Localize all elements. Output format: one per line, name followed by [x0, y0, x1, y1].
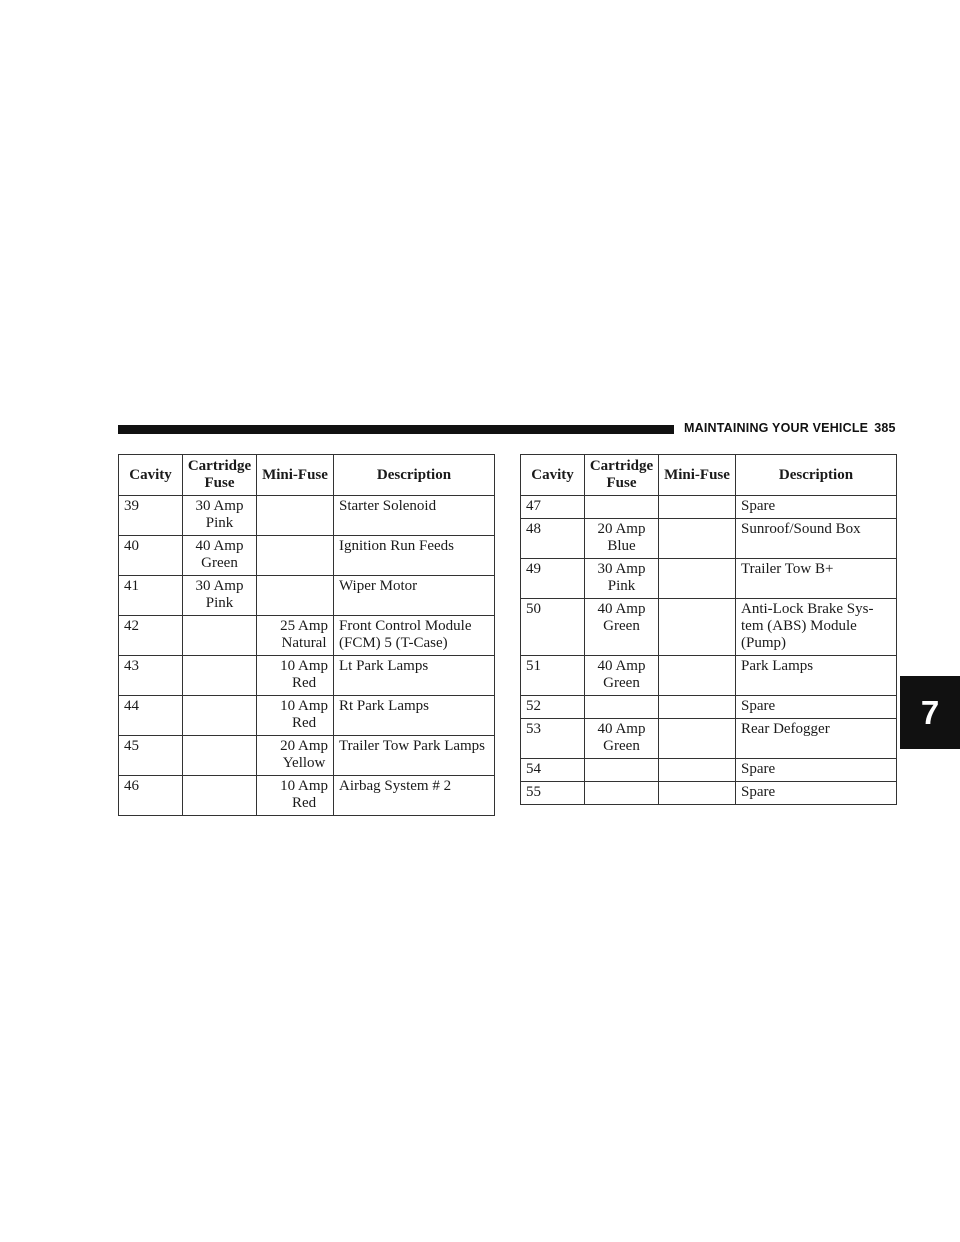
mini-fuse-cell — [659, 656, 736, 696]
table-row — [119, 576, 495, 616]
cartridge-fuse-line: Green — [603, 738, 640, 754]
cartridge-fuse-line: Green — [603, 675, 640, 691]
cartridge-fuse-cell — [183, 776, 257, 816]
mini-fuse-cell — [257, 616, 334, 656]
table-row — [521, 496, 897, 519]
cavity-cell: 55 — [521, 782, 585, 805]
col-header-description: Description — [334, 455, 495, 496]
mini-fuse-line: Yellow — [282, 755, 326, 771]
col-header-mini-fuse: Mini-Fuse — [659, 455, 736, 496]
fuse-table-left — [118, 454, 495, 816]
description-cell: Spare — [736, 496, 897, 519]
cartridge-fuse-cell — [183, 536, 257, 576]
mini-fuse-line: 10 Amp — [280, 658, 328, 674]
table-row — [521, 696, 897, 719]
cartridge-fuse-cell — [585, 656, 659, 696]
description-cell: Airbag System # 2 — [334, 776, 495, 816]
cartridge-fuse-cell — [183, 696, 257, 736]
mini-fuse-line: 10 Amp — [280, 778, 328, 794]
cartridge-fuse-cell — [585, 782, 659, 805]
description-cell: Wiper Motor — [334, 576, 495, 616]
cartridge-fuse-line: Pink — [607, 578, 636, 594]
cartridge-fuse-cell — [585, 496, 659, 519]
chapter-tab: 7 — [900, 676, 960, 749]
cartridge-fuse-line: 40 Amp — [195, 538, 244, 554]
cavity-cell: 51 — [521, 656, 585, 696]
col-header-cavity: Cavity — [521, 455, 585, 496]
mini-fuse-cell — [659, 696, 736, 719]
table-row — [119, 736, 495, 776]
page-number: 385 — [874, 421, 896, 435]
cartridge-fuse-cell — [183, 616, 257, 656]
mini-fuse-line: Red — [291, 795, 317, 811]
table-row — [119, 776, 495, 816]
cartridge-fuse-line: 30 Amp — [195, 578, 244, 594]
mini-fuse-cell — [659, 496, 736, 519]
cartridge-fuse-cell — [183, 576, 257, 616]
mini-fuse-cell — [659, 759, 736, 782]
section-title: MAINTAINING YOUR VEHICLE — [684, 421, 869, 435]
description-cell: Starter Solenoid — [334, 496, 495, 536]
table-row — [521, 782, 897, 805]
mini-fuse-line: Red — [291, 715, 317, 731]
description-cell: Rear Defogger — [736, 719, 897, 759]
cartridge-fuse-cell — [585, 519, 659, 559]
description-cell: Trailer Tow B+ — [736, 559, 897, 599]
description-cell: Spare — [736, 782, 897, 805]
cavity-cell: 39 — [119, 496, 183, 536]
running-header — [684, 421, 896, 435]
cartridge-fuse-line: 40 Amp — [597, 601, 646, 617]
cartridge-fuse-line: Pink — [205, 515, 234, 531]
description-cell: Ignition Run Feeds — [334, 536, 495, 576]
mini-fuse-cell — [257, 776, 334, 816]
cavity-cell: 49 — [521, 559, 585, 599]
mini-fuse-cell — [257, 696, 334, 736]
mini-fuse-cell — [257, 536, 334, 576]
cartridge-fuse-cell — [183, 656, 257, 696]
description-cell: Trailer Tow Park Lamps — [334, 736, 495, 776]
col-header-mini-fuse: Mini-Fuse — [257, 455, 334, 496]
table-row — [521, 656, 897, 696]
description-cell: Park Lamps — [736, 656, 897, 696]
cartridge-fuse-cell — [585, 599, 659, 656]
description-cell: Front Control Module (FCM) 5 (T-Case) — [334, 616, 495, 656]
table-row — [119, 616, 495, 656]
cartridge-fuse-cell — [183, 736, 257, 776]
fuse-table-right — [520, 454, 897, 805]
table-row — [521, 759, 897, 782]
description-cell: Sunroof/Sound Box — [736, 519, 897, 559]
cavity-cell: 43 — [119, 656, 183, 696]
cavity-cell: 44 — [119, 696, 183, 736]
header-rule — [118, 425, 674, 434]
mini-fuse-cell — [659, 559, 736, 599]
mini-fuse-line: 25 Amp — [280, 618, 328, 634]
cavity-cell: 53 — [521, 719, 585, 759]
cartridge-fuse-cell — [585, 719, 659, 759]
table-row — [119, 656, 495, 696]
mini-fuse-cell — [257, 576, 334, 616]
cavity-cell: 46 — [119, 776, 183, 816]
description-cell: Rt Park Lamps — [334, 696, 495, 736]
mini-fuse-cell — [257, 736, 334, 776]
description-cell: Spare — [736, 696, 897, 719]
mini-fuse-cell — [659, 782, 736, 805]
mini-fuse-cell — [659, 719, 736, 759]
table-row — [119, 696, 495, 736]
cartridge-fuse-cell — [585, 759, 659, 782]
cartridge-fuse-line: Green — [201, 555, 238, 571]
table-row — [119, 536, 495, 576]
cartridge-fuse-cell — [585, 559, 659, 599]
cartridge-fuse-line: Pink — [205, 595, 234, 611]
cartridge-fuse-line: 20 Amp — [597, 521, 646, 537]
cartridge-fuse-cell — [585, 696, 659, 719]
cavity-cell: 45 — [119, 736, 183, 776]
col-header-description: Description — [736, 455, 897, 496]
cartridge-fuse-line: 30 Amp — [597, 561, 646, 577]
table-row — [521, 519, 897, 559]
description-cell: Lt Park Lamps — [334, 656, 495, 696]
cartridge-fuse-line: 40 Amp — [597, 658, 646, 674]
cavity-cell: 47 — [521, 496, 585, 519]
col-header-cavity: Cavity — [119, 455, 183, 496]
mini-fuse-line: 20 Amp — [280, 738, 328, 754]
cartridge-fuse-line: 30 Amp — [195, 498, 244, 514]
cartridge-fuse-line: Green — [603, 618, 640, 634]
mini-fuse-cell — [257, 496, 334, 536]
table-row — [521, 599, 897, 656]
cavity-cell: 40 — [119, 536, 183, 576]
cavity-cell: 42 — [119, 616, 183, 656]
description-cell: Anti-Lock Brake Sys- tem (ABS) Module (Pump) — [736, 599, 897, 656]
table-row — [521, 719, 897, 759]
cartridge-fuse-line: 40 Amp — [597, 721, 646, 737]
cartridge-fuse-line: Blue — [607, 538, 636, 554]
cavity-cell: 48 — [521, 519, 585, 559]
mini-fuse-line: Natural — [281, 635, 327, 651]
mini-fuse-cell — [257, 656, 334, 696]
mini-fuse-cell — [659, 519, 736, 559]
description-cell: Spare — [736, 759, 897, 782]
cavity-cell: 54 — [521, 759, 585, 782]
table-row — [521, 559, 897, 599]
cavity-cell: 50 — [521, 599, 585, 656]
cartridge-fuse-cell — [183, 496, 257, 536]
cavity-cell: 52 — [521, 696, 585, 719]
table-row — [119, 496, 495, 536]
mini-fuse-line: 10 Amp — [280, 698, 328, 714]
mini-fuse-cell — [659, 599, 736, 656]
col-header-cartridge-fuse: Cartridge Fuse — [183, 455, 257, 496]
col-header-cartridge-fuse: Cartridge Fuse — [585, 455, 659, 496]
cavity-cell: 41 — [119, 576, 183, 616]
mini-fuse-line: Red — [291, 675, 317, 691]
